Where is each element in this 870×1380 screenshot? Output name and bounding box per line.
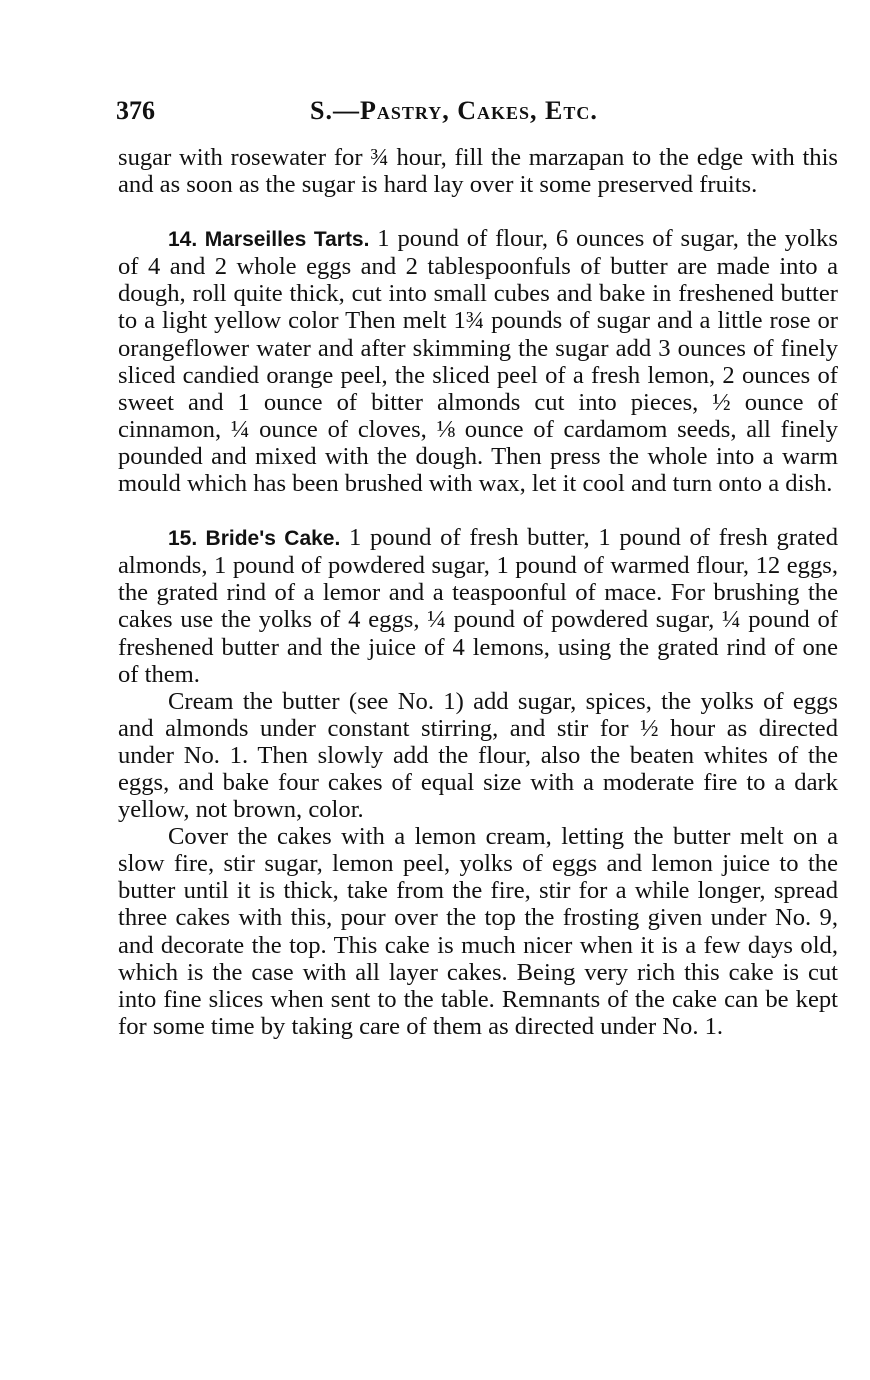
recipe-brides-cake xyxy=(118,524,838,1040)
continuation-paragraph: sugar with rosewater for ¾ hour, fill the marzapan to the edge with this and as soon as the sugar is hard lay over it some preserved fruits. xyxy=(118,144,838,199)
recipe-paragraph xyxy=(118,225,838,497)
book-page xyxy=(118,96,838,1040)
recipe-paragraph xyxy=(118,524,838,688)
page-number: 376 xyxy=(116,96,155,125)
recipe-title: 14. Marseilles Tarts. xyxy=(168,228,370,252)
recipe-paragraph: Cream the butter (see No. 1) add sugar, spices, the yolks of eggs and almonds under constant stirring, and stir for ½ hour as directed under No. 1. Then slowly add the flour, also the beaten whites of the eggs, and bake four cakes of equal size with a moderate fire to a dark yellow, not brown, color. xyxy=(118,687,838,824)
running-head: S.—Pastry, Cakes, Etc. xyxy=(310,96,598,125)
recipe-marseilles-tarts xyxy=(118,225,838,497)
recipe-paragraph: Cover the cakes with a lemon cream, letting the butter melt on a slow fire, stir sugar, lemon peel, yolks of eggs and lemon juice to the butter until it is thick, take from the fire, stir for a while longer, spread three cakes with this, pour over the top the frosting given under No. 9, and decorate the top. This cake is much nicer when it is a few days old, which is the case with all layer cakes. Being very rich this cake is cut into fine slices when sent to the table. Remnants of the cake can be kept for some time by taking care of them as directed under No. 1. xyxy=(118,823,838,1040)
recipe-body: 1 pound of flour, 6 ounces of sugar, the yolks of 4 and 2 whole eggs and 2 tablespoonfuls of butter are made into a dough, roll quite thick, cut into small cubes and bake in freshened butter to a light yellow color Then melt 1¾ pounds of sugar and a little rose or orangeflower water and after skimming the sugar add 3 ounces of finely sliced candied orange peel, the sliced peel of a fresh lemon, 2 ounces of sweet and 1 ounce of bitter almonds cut into pieces, ½ ounce of cinnamon, ¼ ounce of cloves, ⅛ ounce of cardamom seeds, all finely pounded and mixed with the dough. Then press the whole into a warm mould which has been brushed with wax, let it cool and turn onto a dish. xyxy=(118,225,838,498)
recipe-title: 15. Bride's Cake. xyxy=(168,527,341,551)
recipe-body: 1 pound of fresh butter, 1 pound of fresh grated almonds, 1 pound of powdered sugar, 1 pound of warmed flour, 12 eggs, the grated rind of a lemor and a teaspoonful of mace. For brushing the cakes use the yolks of 4 eggs, ¼ pound of powdered sugar, ¼ pound of freshened butter and the juice of 4 lemons, using the grated rind of one of them. xyxy=(118,524,838,688)
page-header xyxy=(118,96,838,136)
